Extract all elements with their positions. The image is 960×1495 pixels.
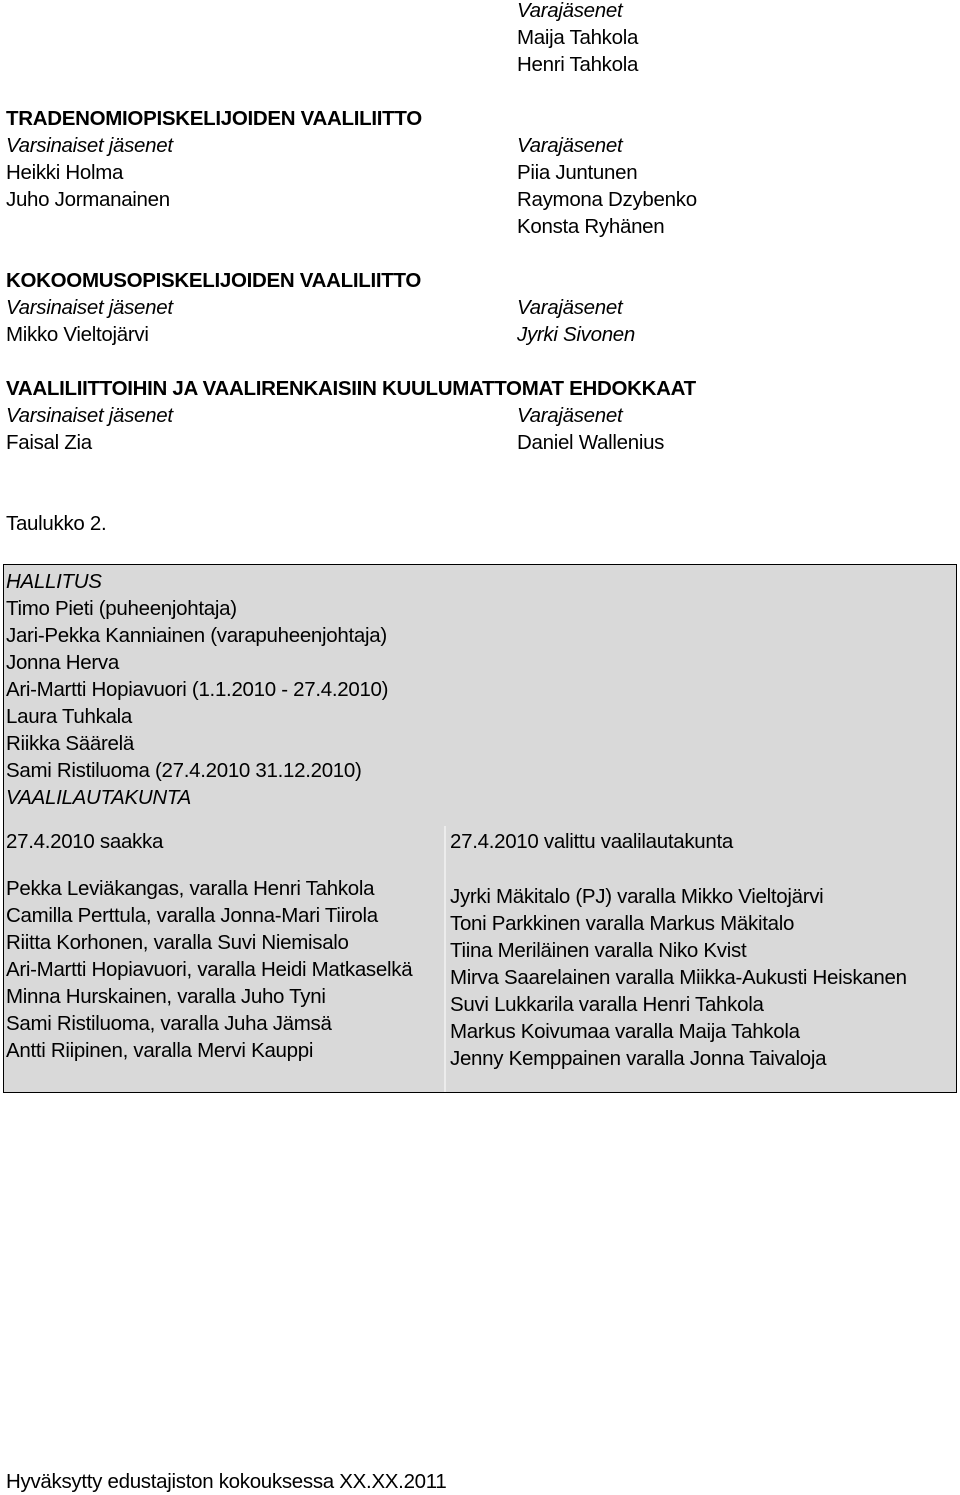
member-name: Jonna Herva	[6, 651, 119, 674]
list-item: Antti Riipinen, varalla Mervi Kauppi	[6, 1039, 314, 1062]
member-name: Mikko Vieltojärvi	[6, 323, 149, 346]
deputy-heading: Varajäsenet	[517, 0, 623, 22]
list-item: Sami Ristiluoma, varalla Juha Jämsä	[6, 1012, 332, 1035]
member-name: Piia Juntunen	[517, 161, 638, 184]
list-item: Minna Hurskainen, varalla Juho Tyni	[6, 985, 326, 1008]
member-name: Timo Pieti (puheenjohtaja)	[6, 597, 237, 620]
left-column-heading: 27.4.2010 saakka	[6, 830, 164, 853]
regular-heading: Varsinaiset jäsenet	[6, 404, 173, 427]
deputy-heading: Varajäsenet	[517, 296, 623, 319]
list-item: Ari-Martti Hopiavuori, varalla Heidi Matkaselkä	[6, 958, 413, 981]
member-name: Jyrki Sivonen	[517, 323, 636, 346]
table-caption: Taulukko 2.	[6, 512, 107, 535]
regular-heading: Varsinaiset jäsenet	[6, 296, 173, 319]
list-item: Jenny Kemppainen varalla Jonna Taivaloja	[450, 1047, 827, 1070]
member-name: Juho Jormanainen	[6, 188, 170, 211]
member-name: Laura Tuhkala	[6, 705, 133, 728]
member-name: Ari-Martti Hopiavuori (1.1.2010 - 27.4.2010)	[6, 678, 389, 701]
top-deputy-group	[517, 0, 638, 78]
list-item: Riitta Korhonen, varalla Suvi Niemisalo	[6, 931, 349, 954]
list-item: Jyrki Mäkitalo (PJ) varalla Mikko Vieltojärvi	[450, 885, 824, 908]
kokoomus-section	[6, 267, 421, 348]
member-name: Maija Tahkola	[517, 26, 639, 49]
member-name: Faisal Zia	[6, 431, 92, 454]
hallitus-heading: HALLITUS	[6, 570, 102, 593]
list-item: Suvi Lukkarila varalla Henri Tahkola	[450, 993, 764, 1016]
tradenomi-deputies	[517, 132, 697, 240]
list-item: Toni Parkkinen varalla Markus Mäkitalo	[450, 912, 795, 935]
list-item: Mirva Saarelainen varalla Miikka-Aukusti Heiskanen	[450, 966, 907, 989]
regular-heading: Varsinaiset jäsenet	[6, 134, 173, 157]
section-title: VAALILIITTOIHIN JA VAALIRENKAISIIN KUULUMATTOMAT EHDOKKAAT	[6, 377, 696, 400]
vaalilautakunta-heading: VAALILAUTAKUNTA	[6, 786, 191, 809]
list-item: Tiina Meriläinen varalla Niko Kvist	[450, 939, 747, 962]
section-title: KOKOOMUSOPISKELIJOIDEN VAALILIITTO	[6, 269, 422, 292]
right-column-heading: 27.4.2010 valittu vaalilautakunta	[450, 830, 734, 853]
list-item: Markus Koivumaa varalla Maija Tahkola	[450, 1020, 800, 1043]
hallitus-section	[6, 568, 388, 811]
column-divider	[444, 826, 446, 1092]
member-name: Raymona Dzybenko	[517, 188, 697, 211]
tradenomi-section	[6, 105, 422, 213]
kokoomus-deputies	[517, 294, 635, 348]
list-item: Pekka Leviäkangas, varalla Henri Tahkola	[6, 877, 375, 900]
member-name: Daniel Wallenius	[517, 431, 665, 454]
member-name: Sami Ristiluoma (27.4.2010 31.12.2010)	[6, 759, 362, 782]
section-title: TRADENOMIOPISKELIJOIDEN VAALILIITTO	[6, 107, 422, 130]
list-item: Camilla Perttula, varalla Jonna-Mari Tiirola	[6, 904, 378, 927]
member-name: Konsta Ryhänen	[517, 215, 665, 238]
deputy-heading: Varajäsenet	[517, 404, 623, 427]
right-members	[450, 883, 907, 1072]
member-name: Henri Tahkola	[517, 53, 639, 76]
footer-note: Hyväksytty edustajiston kokouksessa XX.XX.2011	[6, 1470, 447, 1493]
member-name: Jari-Pekka Kanniainen (varapuheenjohtaja)	[6, 624, 387, 647]
left-members	[6, 875, 412, 1064]
member-name: Riikka Säärelä	[6, 732, 134, 755]
member-name: Heikki Holma	[6, 161, 124, 184]
deputy-heading: Varajäsenet	[517, 134, 623, 157]
